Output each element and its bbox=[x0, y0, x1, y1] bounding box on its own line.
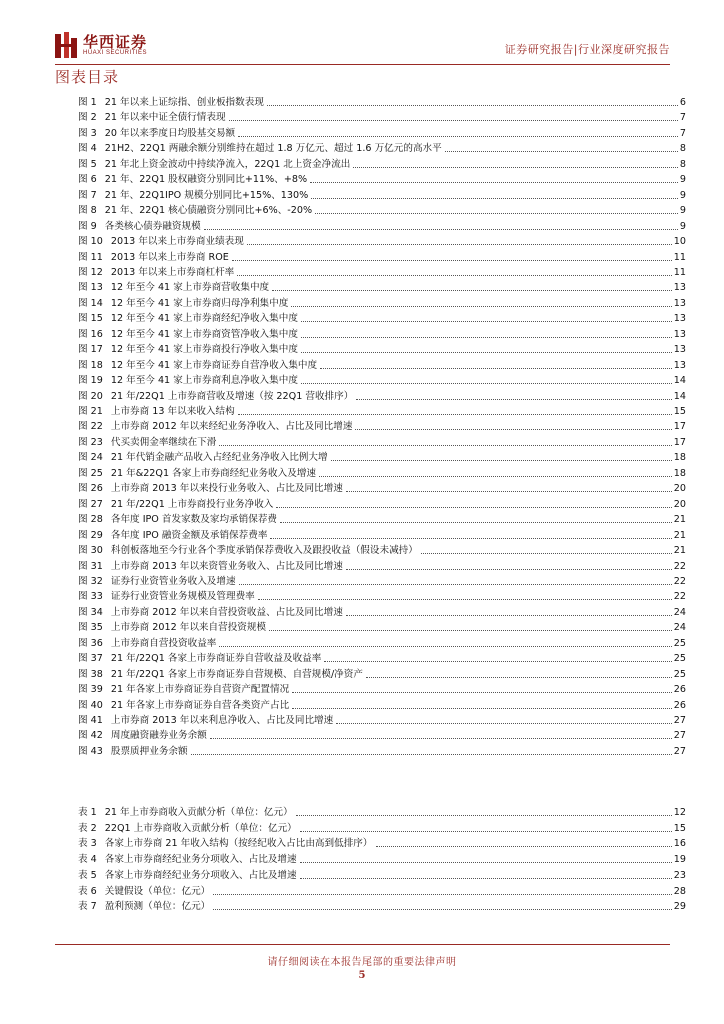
dot-leader bbox=[355, 429, 671, 430]
table-entry[interactable] bbox=[78, 835, 686, 850]
entry-title: 周度融资融券业务余额 bbox=[110, 730, 207, 741]
figure-entry[interactable] bbox=[78, 403, 686, 418]
entry-title: 20 年以来季度日均股基交易额 bbox=[104, 128, 236, 139]
entry-title: 21 年、22Q1 股权融资分别同比+11%、+8% bbox=[104, 174, 308, 185]
entry-label: 图 27 bbox=[78, 499, 103, 510]
entry-title: 上市券商 13 年以来收入结构 bbox=[110, 406, 235, 417]
entry-label: 表 6 bbox=[78, 886, 97, 897]
dot-leader bbox=[311, 198, 678, 199]
entry-page: 13 bbox=[673, 329, 686, 340]
table-entry[interactable] bbox=[78, 804, 686, 819]
entry-page: 13 bbox=[673, 360, 686, 371]
dot-leader bbox=[267, 105, 678, 106]
entry-label: 图 21 bbox=[78, 406, 103, 417]
entry-label: 图 35 bbox=[78, 622, 103, 633]
dot-leader bbox=[258, 599, 672, 600]
entry-page: 15 bbox=[673, 406, 686, 417]
dot-leader bbox=[346, 569, 672, 570]
entry-label: 图 18 bbox=[78, 360, 103, 371]
dot-leader bbox=[376, 846, 672, 847]
entry-page: 9 bbox=[679, 205, 686, 216]
dot-leader bbox=[301, 383, 672, 384]
entry-label: 图 4 bbox=[78, 143, 97, 154]
figure-entry[interactable] bbox=[78, 372, 686, 387]
entry-title: 12 年至今 41 家上市券商证券自营净收入集中度 bbox=[110, 360, 318, 371]
figure-entry[interactable] bbox=[78, 619, 686, 634]
entry-label: 图 34 bbox=[78, 607, 103, 618]
figure-entry[interactable] bbox=[78, 635, 686, 650]
dot-leader bbox=[331, 460, 672, 461]
entry-title: 上市券商 2013 年以来资管业务收入、占比及同比增速 bbox=[110, 561, 343, 572]
entry-label: 表 2 bbox=[78, 823, 97, 834]
dot-leader bbox=[247, 244, 672, 245]
figure-entry[interactable] bbox=[78, 310, 686, 325]
entry-title: 各家上市券商经纪业务分项收入、占比及增速 bbox=[104, 870, 297, 881]
entry-title: 科创板落地至今行业各个季度承销保荐费收入及跟投收益（假设未减持） bbox=[110, 545, 418, 556]
entry-page: 24 bbox=[673, 622, 686, 633]
dot-leader bbox=[315, 213, 678, 214]
dot-leader bbox=[320, 368, 672, 369]
entry-label: 表 1 bbox=[78, 807, 97, 818]
entry-title: 21 年、22Q1 核心债融资分别同比+6%、-20% bbox=[104, 205, 313, 216]
entry-title: 21 年/22Q1 各家上市券商证券自营收益及收益率 bbox=[110, 653, 322, 664]
entry-page: 16 bbox=[673, 838, 686, 849]
entry-label: 图 15 bbox=[78, 313, 103, 324]
entry-title: 12 年至今 41 家上市券商经纪净收入集中度 bbox=[110, 313, 298, 324]
entry-title: 上市券商 2012 年以来自营投资规模 bbox=[110, 622, 267, 633]
entry-title: 12 年至今 41 家上市券商利息净收入集中度 bbox=[110, 375, 298, 386]
entry-title: 上市券商 2012 年以来经纪业务净收入、占比及同比增速 bbox=[110, 421, 353, 432]
entry-label: 图 31 bbox=[78, 561, 103, 572]
entry-label: 图 6 bbox=[78, 174, 97, 185]
figure-entry[interactable] bbox=[78, 341, 686, 356]
figure-entry[interactable] bbox=[78, 140, 686, 155]
entry-page: 24 bbox=[673, 607, 686, 618]
dot-leader bbox=[346, 491, 672, 492]
dot-leader bbox=[292, 692, 672, 693]
entry-title: 上市券商 2013 年以来投行业务收入、占比及同比增速 bbox=[110, 483, 343, 494]
entry-title: 2013 年以来上市券商 ROE bbox=[110, 252, 229, 263]
entry-page: 14 bbox=[673, 375, 686, 386]
entry-title: 2013 年以来上市券商业绩表现 bbox=[110, 236, 244, 247]
entry-label: 表 5 bbox=[78, 870, 97, 881]
dot-leader bbox=[310, 182, 678, 183]
entry-page: 19 bbox=[673, 854, 686, 865]
report-type-label: 证券研究报告|行业深度研究报告 bbox=[504, 43, 670, 56]
figure-entry[interactable] bbox=[78, 727, 686, 742]
entry-page: 25 bbox=[673, 653, 686, 664]
entry-label: 表 4 bbox=[78, 854, 97, 865]
entry-label: 图 1 bbox=[78, 97, 97, 108]
dot-leader bbox=[238, 414, 672, 415]
dot-leader bbox=[301, 321, 672, 322]
entry-title: 21 年/22Q1 上市券商营收及增速（按 22Q1 营收排序） bbox=[110, 391, 354, 402]
dot-leader bbox=[213, 909, 672, 910]
dot-leader bbox=[421, 553, 672, 554]
figure-entry[interactable] bbox=[78, 295, 686, 310]
entry-label: 图 5 bbox=[78, 159, 97, 170]
entry-page: 29 bbox=[673, 901, 686, 912]
dot-leader bbox=[319, 476, 672, 477]
dot-leader bbox=[296, 815, 672, 816]
dot-leader bbox=[300, 831, 672, 832]
dot-leader bbox=[280, 522, 672, 523]
entry-label: 表 7 bbox=[78, 901, 97, 912]
huaxi-logo-icon bbox=[55, 32, 77, 58]
entry-title: 12 年至今 41 家上市券商归母净利集中度 bbox=[110, 298, 289, 309]
entry-page: 11 bbox=[673, 252, 686, 263]
entry-title: 各年度 IPO 融资金额及承销保荐费率 bbox=[110, 530, 268, 541]
page-number: 5 bbox=[358, 970, 366, 981]
entry-page: 25 bbox=[673, 638, 686, 649]
entry-page: 13 bbox=[673, 298, 686, 309]
entry-title: 上市券商 2013 年以来利息净收入、占比及同比增速 bbox=[110, 715, 334, 726]
figure-entry[interactable] bbox=[78, 480, 686, 495]
entry-label: 图 43 bbox=[78, 746, 103, 757]
entry-label: 图 14 bbox=[78, 298, 103, 309]
entry-label: 表 3 bbox=[78, 838, 97, 849]
figure-entry[interactable] bbox=[78, 202, 686, 217]
dot-leader bbox=[301, 337, 672, 338]
entry-page: 18 bbox=[673, 468, 686, 479]
section-title: 图表目录 bbox=[55, 68, 120, 86]
table-entry[interactable] bbox=[78, 867, 686, 882]
figure-entry[interactable] bbox=[78, 326, 686, 341]
entry-title: 上市券商 2012 年以来自营投资收益、占比及同比增速 bbox=[110, 607, 343, 618]
entry-label: 图 3 bbox=[78, 128, 97, 139]
entry-label: 图 19 bbox=[78, 375, 103, 386]
entry-label: 图 42 bbox=[78, 730, 103, 741]
entry-page: 8 bbox=[679, 143, 686, 154]
dot-leader bbox=[272, 290, 672, 291]
entry-title: 证券行业资管业务收入及增速 bbox=[110, 576, 236, 587]
entry-page: 26 bbox=[673, 700, 686, 711]
entry-page: 18 bbox=[673, 452, 686, 463]
entry-page: 9 bbox=[679, 174, 686, 185]
entry-label: 图 33 bbox=[78, 591, 103, 602]
entry-page: 7 bbox=[679, 128, 686, 139]
dot-leader bbox=[276, 507, 671, 508]
entry-page: 9 bbox=[679, 221, 686, 232]
dot-leader bbox=[300, 878, 672, 879]
entry-page: 8 bbox=[679, 159, 686, 170]
dot-leader bbox=[291, 306, 671, 307]
entry-page: 22 bbox=[673, 591, 686, 602]
entry-page: 10 bbox=[673, 236, 686, 247]
entry-page: 21 bbox=[673, 545, 686, 556]
entry-label: 图 37 bbox=[78, 653, 103, 664]
entry-title: 盈利预测（单位：亿元） bbox=[104, 901, 211, 912]
entry-label: 图 20 bbox=[78, 391, 103, 402]
legal-notice: 请仔细阅读在本报告尾部的重要法律声明 bbox=[267, 957, 457, 968]
dot-leader bbox=[300, 862, 672, 863]
figure-entry[interactable] bbox=[78, 249, 686, 264]
entry-label: 图 10 bbox=[78, 236, 103, 247]
entry-title: 21H2、22Q1 两融余额分别维持在超过 1.8 万亿元、超过 1.6 万亿元的高水平 bbox=[104, 143, 442, 154]
entry-label: 图 41 bbox=[78, 715, 103, 726]
entry-page: 9 bbox=[679, 190, 686, 201]
dot-leader bbox=[219, 445, 671, 446]
dot-leader bbox=[269, 630, 672, 631]
entry-title: 12 年至今 41 家上市券商投行净收入集中度 bbox=[110, 344, 298, 355]
figure-entry[interactable] bbox=[78, 449, 686, 464]
figure-entry[interactable] bbox=[78, 418, 686, 433]
entry-title: 上市券商自营投资收益率 bbox=[110, 638, 217, 649]
dot-leader bbox=[292, 708, 672, 709]
entry-page: 27 bbox=[673, 715, 686, 726]
entry-label: 图 2 bbox=[78, 112, 97, 123]
dot-leader bbox=[237, 275, 672, 276]
figure-entry[interactable] bbox=[78, 279, 686, 294]
dot-leader bbox=[239, 584, 672, 585]
entry-label: 图 26 bbox=[78, 483, 103, 494]
footer-divider bbox=[55, 944, 670, 945]
huaxi-logo bbox=[55, 30, 205, 62]
dot-leader bbox=[356, 399, 671, 400]
entry-label: 图 22 bbox=[78, 421, 103, 432]
logo-chinese-name: 华西证券 bbox=[83, 33, 148, 51]
figure-entry[interactable] bbox=[78, 264, 686, 279]
figure-entry[interactable] bbox=[78, 434, 686, 449]
entry-title: 各年度 IPO 首发家数及家均承销保荐费 bbox=[110, 514, 278, 525]
figure-entry[interactable] bbox=[78, 527, 686, 542]
entry-page: 15 bbox=[673, 823, 686, 834]
table-entry[interactable] bbox=[78, 820, 686, 835]
entry-page: 26 bbox=[673, 684, 686, 695]
figure-entry[interactable] bbox=[78, 171, 686, 186]
dot-leader bbox=[336, 723, 672, 724]
entry-label: 图 9 bbox=[78, 221, 97, 232]
table-entry[interactable] bbox=[78, 851, 686, 866]
entry-label: 图 7 bbox=[78, 190, 97, 201]
entry-title: 21 年/22Q1 各家上市券商证券自营规模、自营规模/净资产 bbox=[110, 669, 363, 680]
entry-page: 21 bbox=[673, 530, 686, 541]
entry-title: 21 年北上资金波动中持续净流入，22Q1 北上资金净流出 bbox=[104, 159, 351, 170]
entry-title: 代买卖佣金率继续在下滑 bbox=[110, 437, 217, 448]
entry-page: 6 bbox=[679, 97, 686, 108]
dot-leader bbox=[232, 260, 672, 261]
entry-title: 21 年上市券商收入贡献分析（单位：亿元） bbox=[104, 807, 293, 818]
dot-leader bbox=[229, 120, 678, 121]
entry-page: 11 bbox=[673, 267, 686, 278]
entry-label: 图 25 bbox=[78, 468, 103, 479]
dot-leader bbox=[213, 894, 672, 895]
dot-leader bbox=[270, 538, 671, 539]
figure-entry[interactable] bbox=[78, 465, 686, 480]
entry-title: 各家上市券商 21 年收入结构（按经纪收入占比由高到低排序） bbox=[104, 838, 373, 849]
entry-page: 14 bbox=[673, 391, 686, 402]
figure-entry[interactable] bbox=[78, 388, 686, 403]
figure-entry[interactable] bbox=[78, 511, 686, 526]
figure-entry[interactable] bbox=[78, 650, 686, 665]
figure-entry[interactable] bbox=[78, 697, 686, 712]
entry-title: 21 年代销金融产品收入占经纪业务净收入比例大增 bbox=[110, 452, 328, 463]
entry-title: 21 年/22Q1 上市券商投行业务净收入 bbox=[110, 499, 274, 510]
entry-page: 28 bbox=[673, 886, 686, 897]
entry-label: 图 23 bbox=[78, 437, 103, 448]
entry-title: 21 年以来中证全债行情表现 bbox=[104, 112, 226, 123]
entry-page: 21 bbox=[673, 514, 686, 525]
entry-label: 图 30 bbox=[78, 545, 103, 556]
entry-page: 25 bbox=[673, 669, 686, 680]
entry-page: 27 bbox=[673, 730, 686, 741]
figure-entry[interactable] bbox=[78, 496, 686, 511]
entry-label: 图 13 bbox=[78, 282, 103, 293]
header-divider bbox=[55, 64, 670, 65]
entry-page: 7 bbox=[679, 112, 686, 123]
entry-title: 22Q1 上市券商收入贡献分析（单位：亿元） bbox=[104, 823, 297, 834]
figure-entry[interactable] bbox=[78, 558, 686, 573]
entry-page: 13 bbox=[673, 344, 686, 355]
dot-leader bbox=[219, 646, 671, 647]
entry-label: 图 16 bbox=[78, 329, 103, 340]
dot-leader bbox=[301, 352, 672, 353]
entry-title: 12 年至今 41 家上市券商资管净收入集中度 bbox=[110, 329, 298, 340]
entry-title: 各家上市券商经纪业务分项收入、占比及增速 bbox=[104, 854, 297, 865]
entry-title: 21 年各家上市券商证券自营资产配置情况 bbox=[110, 684, 290, 695]
entry-title: 12 年至今 41 家上市券商营收集中度 bbox=[110, 282, 270, 293]
entry-title: 21 年、22Q1IPO 规模分别同比+15%、130% bbox=[104, 190, 309, 201]
page-header bbox=[55, 30, 670, 64]
table-entry[interactable] bbox=[78, 898, 686, 913]
dot-leader bbox=[346, 615, 672, 616]
figure-entry[interactable] bbox=[78, 125, 686, 140]
entry-page: 12 bbox=[673, 807, 686, 818]
dot-leader bbox=[238, 136, 678, 137]
figure-entry[interactable] bbox=[78, 712, 686, 727]
entry-title: 各类核心债券融资规模 bbox=[104, 221, 201, 232]
figure-entry[interactable] bbox=[78, 357, 686, 372]
dot-leader bbox=[445, 151, 678, 152]
entry-label: 图 8 bbox=[78, 205, 97, 216]
entry-label: 图 17 bbox=[78, 344, 103, 355]
entry-title: 证券行业资管业务规模及管理费率 bbox=[110, 591, 255, 602]
figure-entry[interactable] bbox=[78, 604, 686, 619]
entry-title: 2013 年以来上市券商杠杆率 bbox=[110, 267, 235, 278]
figure-entry[interactable] bbox=[78, 666, 686, 681]
entry-page: 13 bbox=[673, 282, 686, 293]
entry-label: 图 28 bbox=[78, 514, 103, 525]
entry-page: 22 bbox=[673, 576, 686, 587]
entry-title: 21 年以来上证综指、创业板指数表现 bbox=[104, 97, 264, 108]
figure-entry[interactable] bbox=[78, 681, 686, 696]
entry-label: 图 32 bbox=[78, 576, 103, 587]
figure-entry[interactable] bbox=[78, 109, 686, 124]
entry-label: 图 24 bbox=[78, 452, 103, 463]
entry-label: 图 39 bbox=[78, 684, 103, 695]
entry-title: 21 年各家上市券商证券自营各类资产占比 bbox=[110, 700, 290, 711]
figure-entry[interactable] bbox=[78, 94, 686, 109]
entry-page: 17 bbox=[673, 421, 686, 432]
entry-label: 图 36 bbox=[78, 638, 103, 649]
dot-leader bbox=[210, 738, 672, 739]
figure-entry[interactable] bbox=[78, 573, 686, 588]
table-entry[interactable] bbox=[78, 883, 686, 898]
entry-page: 20 bbox=[673, 483, 686, 494]
entry-label: 图 38 bbox=[78, 669, 103, 680]
entry-title: 股票质押业务余额 bbox=[110, 746, 188, 757]
figure-entry[interactable] bbox=[78, 218, 686, 233]
entry-title: 关键假设（单位：亿元） bbox=[104, 886, 211, 897]
entry-page: 22 bbox=[673, 561, 686, 572]
entry-page: 20 bbox=[673, 499, 686, 510]
logo-english-name: HUAXI SECURITIES bbox=[83, 50, 148, 56]
figure-entry[interactable] bbox=[78, 187, 686, 202]
dot-leader bbox=[324, 661, 671, 662]
entry-label: 图 29 bbox=[78, 530, 103, 541]
entry-label: 图 11 bbox=[78, 252, 103, 263]
figure-entry[interactable] bbox=[78, 743, 686, 758]
dot-leader bbox=[191, 754, 672, 755]
entry-page: 13 bbox=[673, 313, 686, 324]
entry-page: 23 bbox=[673, 870, 686, 881]
figure-entry[interactable] bbox=[78, 233, 686, 248]
entry-page: 27 bbox=[673, 746, 686, 757]
entry-label: 图 12 bbox=[78, 267, 103, 278]
entry-title: 21 年&22Q1 各家上市券商经纪业务收入及增速 bbox=[110, 468, 317, 479]
dot-leader bbox=[366, 677, 672, 678]
dot-leader bbox=[353, 167, 678, 168]
entry-label: 图 40 bbox=[78, 700, 103, 711]
entry-page: 17 bbox=[673, 437, 686, 448]
figure-entry[interactable] bbox=[78, 542, 686, 557]
figure-entry[interactable] bbox=[78, 588, 686, 603]
dot-leader bbox=[204, 229, 678, 230]
figure-entry[interactable] bbox=[78, 156, 686, 171]
